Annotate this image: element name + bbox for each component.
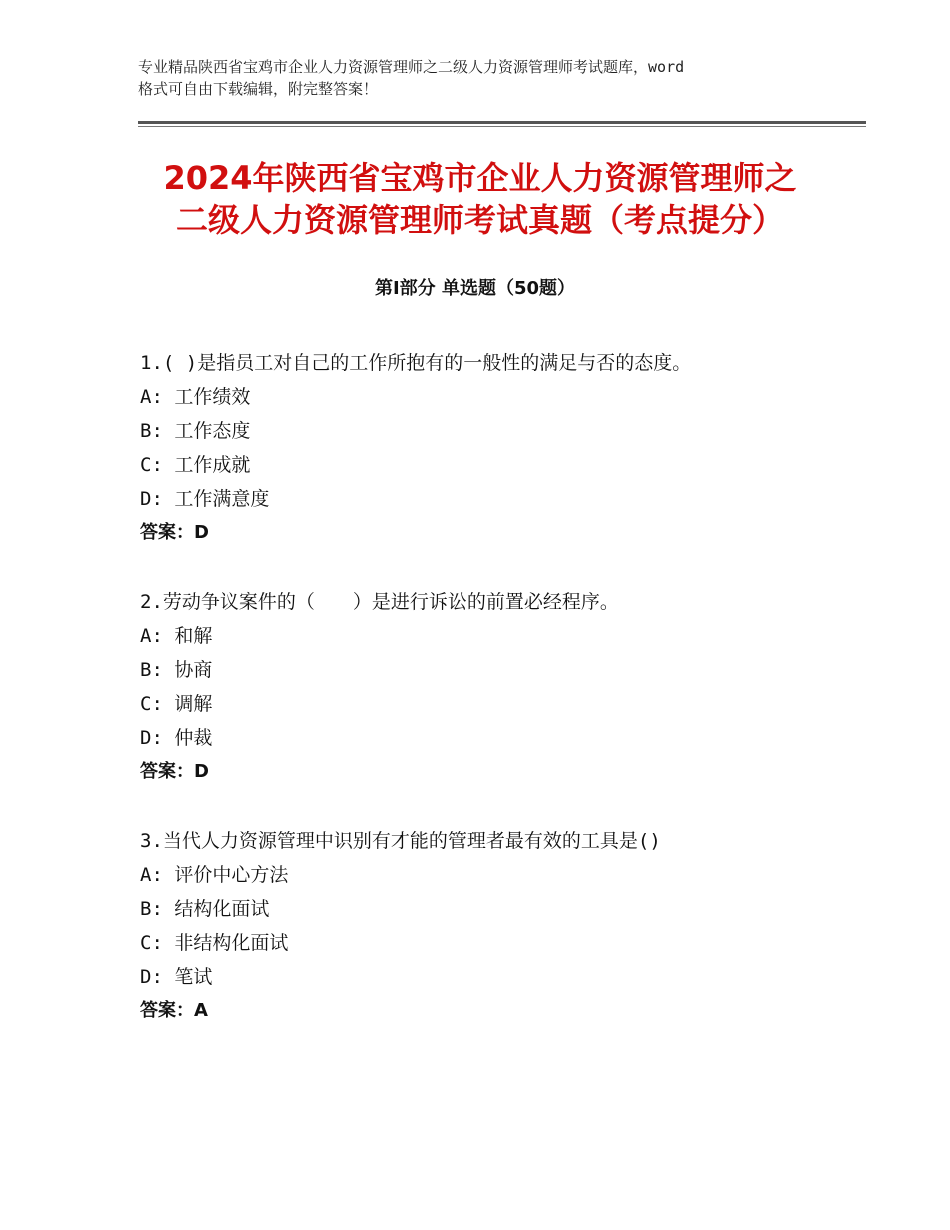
option-c: C: 工作成就: [140, 454, 251, 476]
document-header-note: [138, 56, 838, 100]
header-divider-thin: [138, 126, 866, 127]
title-line-1: 2024年陕西省宝鸡市企业人力资源管理师之: [163, 159, 797, 197]
question-text: 1.( )是指员工对自己的工作所抱有的一般性的满足与否的态度。: [140, 352, 692, 374]
document-title: [120, 157, 840, 241]
section-heading: 第Ⅰ部分 单选题（50题）: [374, 278, 575, 299]
answer-line: 答案：D: [140, 522, 209, 543]
option-d: D: 工作满意度: [140, 488, 270, 510]
option-b: B: 结构化面试: [140, 898, 270, 920]
header-note-line-2: 格式可自由下载编辑，附完整答案！: [138, 80, 379, 98]
title-line-2: 二级人力资源管理师考试真题（考点提分）: [175, 201, 784, 239]
header-note-line-1: 专业精品陕西省宝鸡市企业人力资源管理师之二级人力资源管理师考试题库，word: [138, 58, 685, 76]
answer-line: 答案：A: [140, 1000, 208, 1021]
header-divider-thick: [138, 121, 866, 124]
question-text: 3.当代人力资源管理中识别有才能的管理者最有效的工具是(): [140, 830, 661, 852]
question-item: [140, 824, 860, 1028]
question-text: 2.劳动争议案件的（ ）是进行诉讼的前置必经程序。: [140, 591, 619, 613]
option-a: A: 工作绩效: [140, 386, 251, 408]
answer-line: 答案：D: [140, 761, 209, 782]
question-item: [140, 346, 860, 550]
option-c: C: 调解: [140, 693, 213, 715]
option-b: B: 工作态度: [140, 420, 251, 442]
option-b: B: 协商: [140, 659, 213, 681]
option-a: A: 评价中心方法: [140, 864, 289, 886]
option-d: D: 笔试: [140, 966, 213, 988]
option-d: D: 仲裁: [140, 727, 213, 749]
option-a: A: 和解: [140, 625, 213, 647]
question-item: [140, 585, 860, 789]
option-c: C: 非结构化面试: [140, 932, 289, 954]
